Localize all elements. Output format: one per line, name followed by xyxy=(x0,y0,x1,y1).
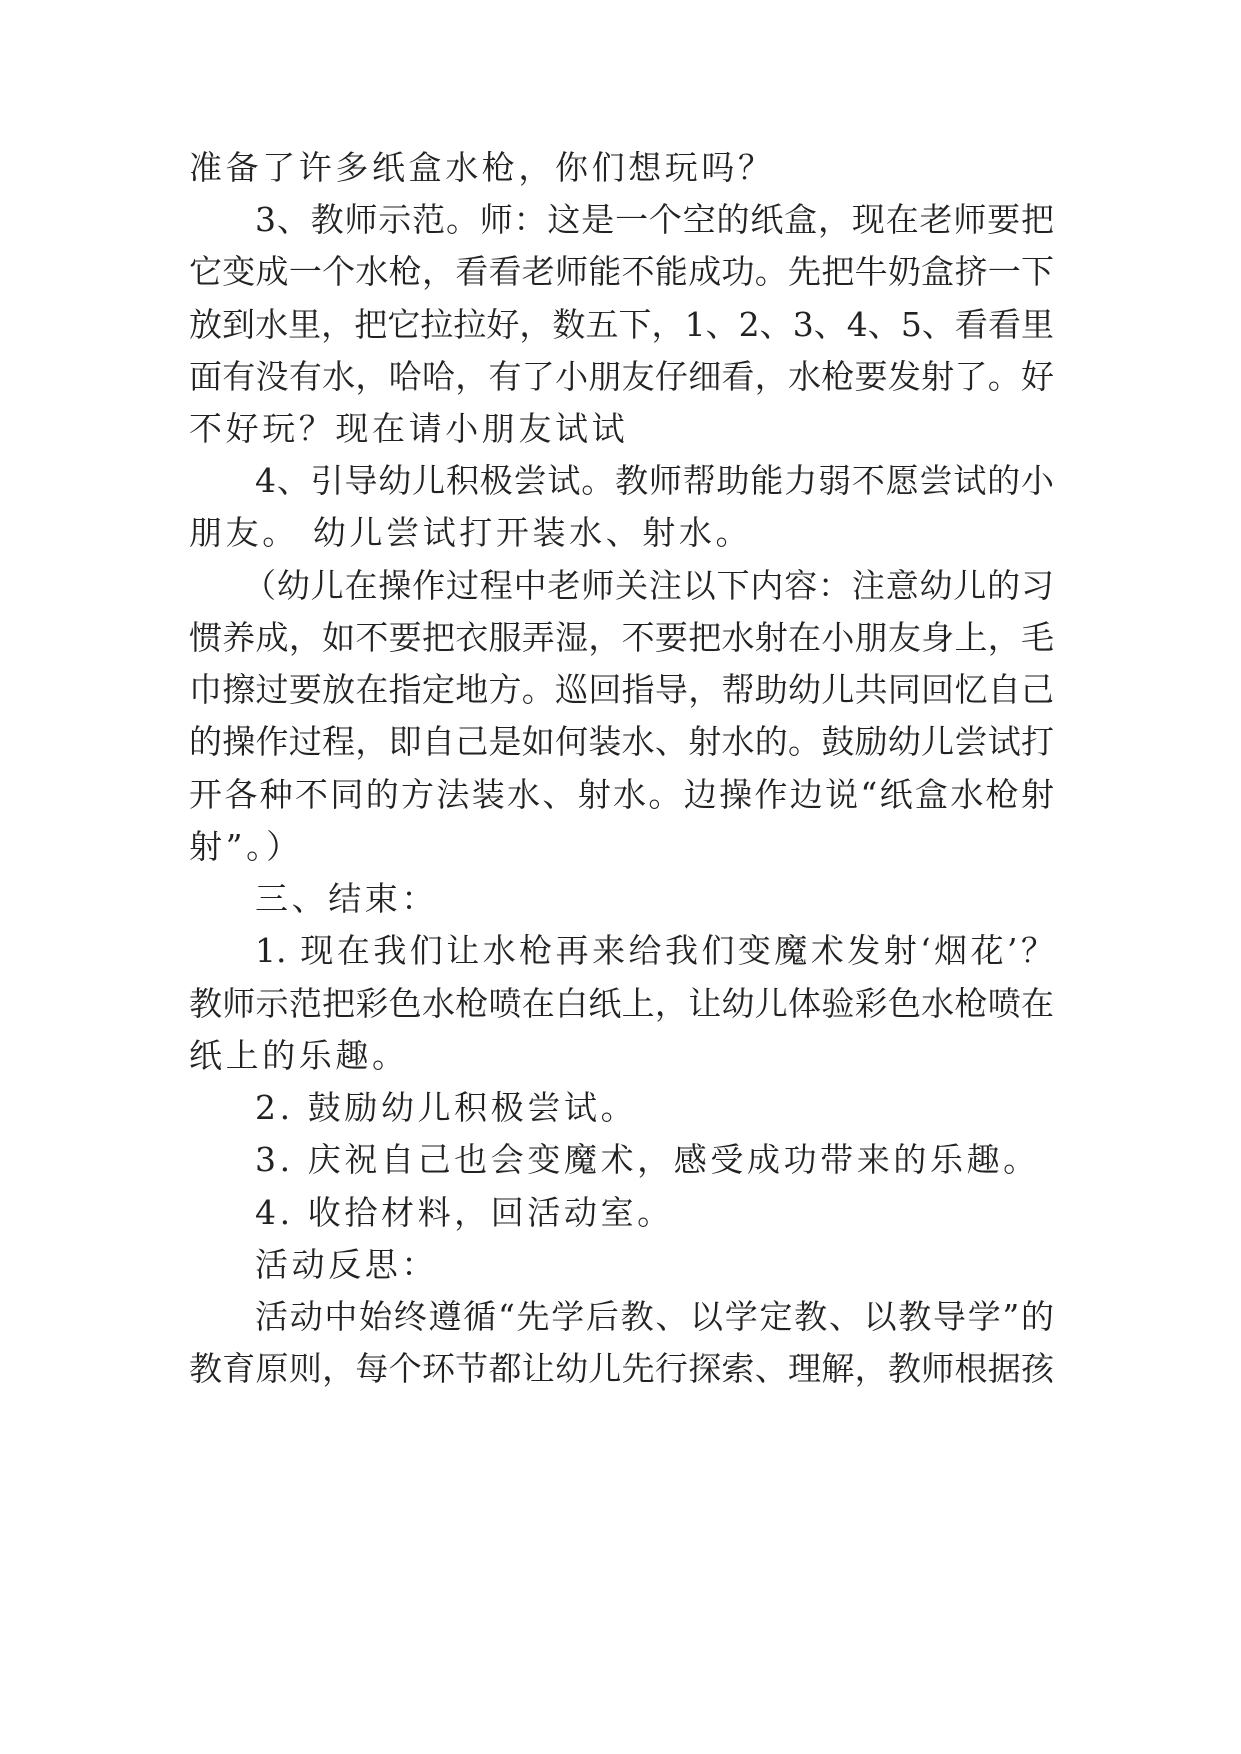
text-line: 4、引导幼儿积极尝试。教师帮助能力弱不愿尝试的小 xyxy=(255,461,1054,500)
text-line: 2. 鼓励幼儿积极尝试。 xyxy=(255,1088,638,1127)
text-line: （幼儿在操作过程中老师关注以下内容：注意幼儿的习 xyxy=(243,566,1054,605)
text-line: 4. 收拾材料，回活动室。 xyxy=(255,1193,674,1232)
text-line: 的操作过程，即自己是如何装水、射水的。鼓励幼儿尝试打 xyxy=(189,722,1054,761)
text-line: 1. 现在我们让水枪再来给我们变魔术发射‘烟花’？ xyxy=(255,931,1054,970)
text-line: 它变成一个水枪，看看老师能不能成功。先把牛奶盒挤一下 xyxy=(189,252,1054,291)
text-line: 朋友。 幼儿尝试打开装水、射水。 xyxy=(189,513,753,552)
text-line: 3. 庆祝自己也会变魔术，感受成功带来的乐趣。 xyxy=(255,1140,1040,1179)
text-line: 纸上的乐趣。 xyxy=(189,1036,409,1075)
text-line: 活动中始终遵循“先学后教、以学定教、以教导学”的 xyxy=(255,1297,1054,1336)
text-line: 教育原则，每个环节都让幼儿先行探索、理解，教师根据孩 xyxy=(189,1349,1054,1388)
text-line: 惯养成，如不要把衣服弄湿，不要把水射在小朋友身上，毛 xyxy=(189,618,1054,657)
text-line: 教师示范把彩色水枪喷在白纸上，让幼儿体验彩色水枪喷在 xyxy=(189,984,1054,1023)
text-line: 巾擦过要放在指定地方。巡回指导，帮助幼儿共同回忆自己 xyxy=(189,670,1054,709)
text-line: 射”。） xyxy=(189,827,303,866)
text-line: 不好玩？现在请小朋友试试 xyxy=(189,409,629,448)
text-line: 面有没有水，哈哈，有了小朋友仔细看，水枪要发射了。好 xyxy=(189,357,1054,396)
section-heading: 三、结束： xyxy=(255,879,438,918)
text-line: 准备了许多纸盒水枪，你们想玩吗？ xyxy=(189,148,775,187)
text-line: 3、教师示范。师：这是一个空的纸盒，现在老师要把 xyxy=(255,200,1054,239)
section-heading: 活动反思： xyxy=(255,1245,438,1284)
text-line: 放到水里，把它拉拉好，数五下，1、2、3、4、5、看看里 xyxy=(189,305,1054,344)
text-line: 开各种不同的方法装水、射水。边操作边说“纸盒水枪射 xyxy=(189,775,1054,814)
